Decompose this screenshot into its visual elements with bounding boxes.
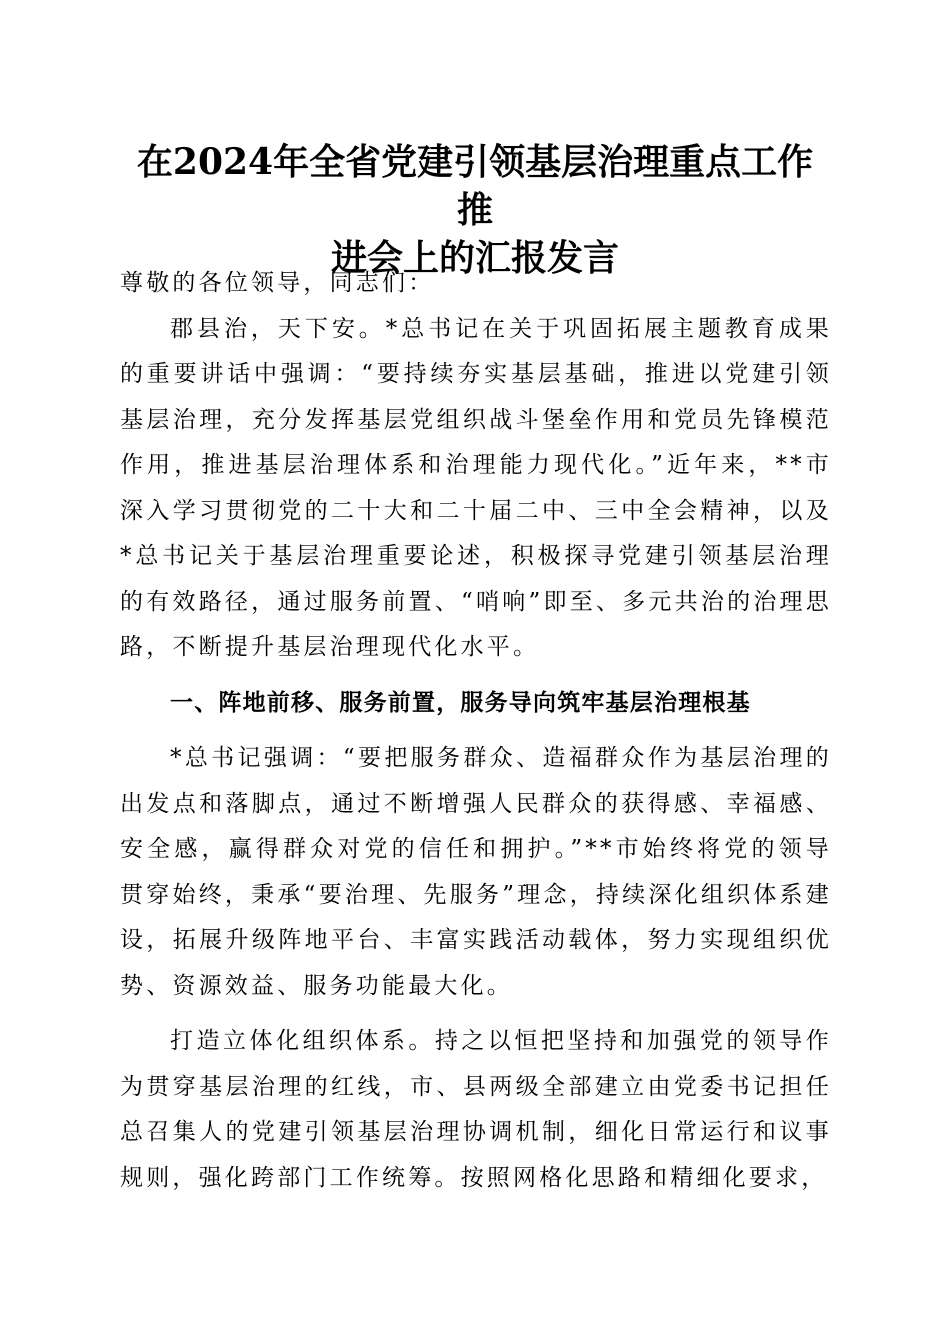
document-body bbox=[120, 261, 832, 1201]
salutation: 尊敬的各位领导，同志们： bbox=[120, 270, 435, 296]
paragraph-organization-system: 打造立体化组织体系。持之以恒把坚持和加强党的领导作为贯穿基层治理的红线，市、县两级全部建立由党委书记担任总召集人的党建引领基层治理协调机制，细化日常运行和议事规则，强化跨部门工作统筹。按照网格化思路和精细化要求， bbox=[120, 1028, 832, 1191]
section-heading-1: 一、阵地前移、服务前置，服务导向筑牢基层治理根基 bbox=[170, 689, 751, 716]
paragraph-section-1: *总书记强调：“要把服务群众、造福群众作为基层治理的出发点和落脚点，通过不断增强人民群众的获得感、幸福感、安全感，赢得群众对党的信任和拥护。”**市始终将党的领导贯穿始终，秉承“要治理、先服务”理念，持续深化组织体系建设，拓展升级阵地平台、丰富实践活动载体，努力实现组织优势、资源效益、服务功能最大化。 bbox=[120, 745, 832, 999]
paragraph-intro: 郡县治，天下安。*总书记在关于巩固拓展主题教育成果的重要讲话中强调：“要持续夯实基层基础，推进以党建引领基层治理，充分发挥基层党组织战斗堡垒作用和党员先锋模范作用，推进基层治理体系和治理能力现代化。”近年来，**市深入学习贯彻党的二十大和二十届二中、三中全会精神，以及*总书记关于基层治理重要论述，积极探寻党建引领基层治理的有效路径，通过服务前置、“哨响”即至、多元共治的治理思路，不断提升基层治理现代化水平。 bbox=[120, 315, 832, 660]
title-line-2: 进会上的汇报发言 bbox=[330, 237, 619, 279]
title-line-1: 在2024年全省党建引领基层治理重点工作推 bbox=[136, 141, 814, 231]
